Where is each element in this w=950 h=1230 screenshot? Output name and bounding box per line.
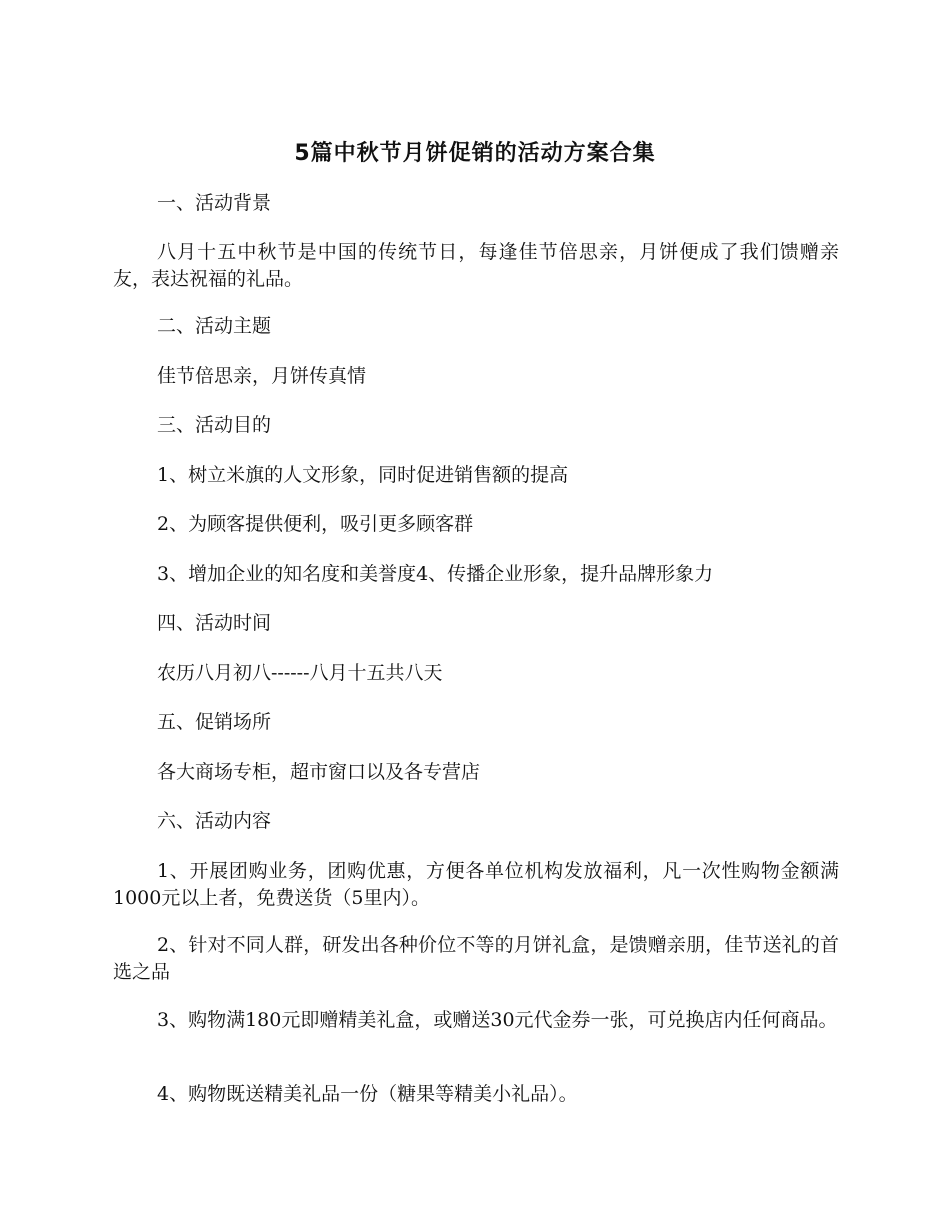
list-item-purpose-3: 3、增加企业的知名度和美誉度4、传播企业形象，提升品牌形象力	[157, 563, 714, 585]
section-heading-time: 四、活动时间	[157, 612, 272, 634]
list-item-content-1: 1、开展团购业务，团购优惠，方便各单位机构发放福利，凡一次性购物金额满1000元以上者，免费送货（5里内）。	[113, 860, 839, 909]
list-item-purpose-2: 2、为顾客提供便利，吸引更多顾客群	[157, 513, 474, 535]
section-heading-theme: 二、活动主题	[157, 315, 272, 337]
paragraph-time: 农历八月初八------八月十五共八天	[157, 662, 443, 684]
section-heading-background: 一、活动背景	[157, 192, 272, 214]
section-heading-purpose: 三、活动目的	[157, 414, 272, 436]
list-item-content-3: 3、购物满180元即赠精美礼盒，或赠送30元代金券一张，可兑换店内任何商品。	[157, 1009, 838, 1031]
paragraph-venue: 各大商场专柜，超市窗口以及各专营店	[157, 761, 481, 783]
list-item-content-4: 4、购物既送精美礼品一份（糖果等精美小礼品）。	[157, 1083, 578, 1105]
paragraph-theme: 佳节倍思亲，月饼传真情	[157, 365, 367, 387]
list-item-content-2: 2、针对不同人群，研发出各种价位不等的月饼礼盒，是馈赠亲朋，佳节送礼的首选之品	[113, 934, 839, 983]
document-title: 5篇中秋节月饼促销的活动方案合集	[294, 141, 656, 166]
list-item-purpose-1: 1、树立米旗的人文形象，同时促进销售额的提高	[157, 464, 569, 486]
section-heading-content: 六、活动内容	[157, 810, 272, 832]
section-heading-venue: 五、促销场所	[157, 711, 272, 733]
paragraph-background: 八月十五中秋节是中国的传统节日，每逢佳节倍思亲，月饼便成了我们馈赠亲友，表达祝福的礼品。	[113, 241, 839, 290]
